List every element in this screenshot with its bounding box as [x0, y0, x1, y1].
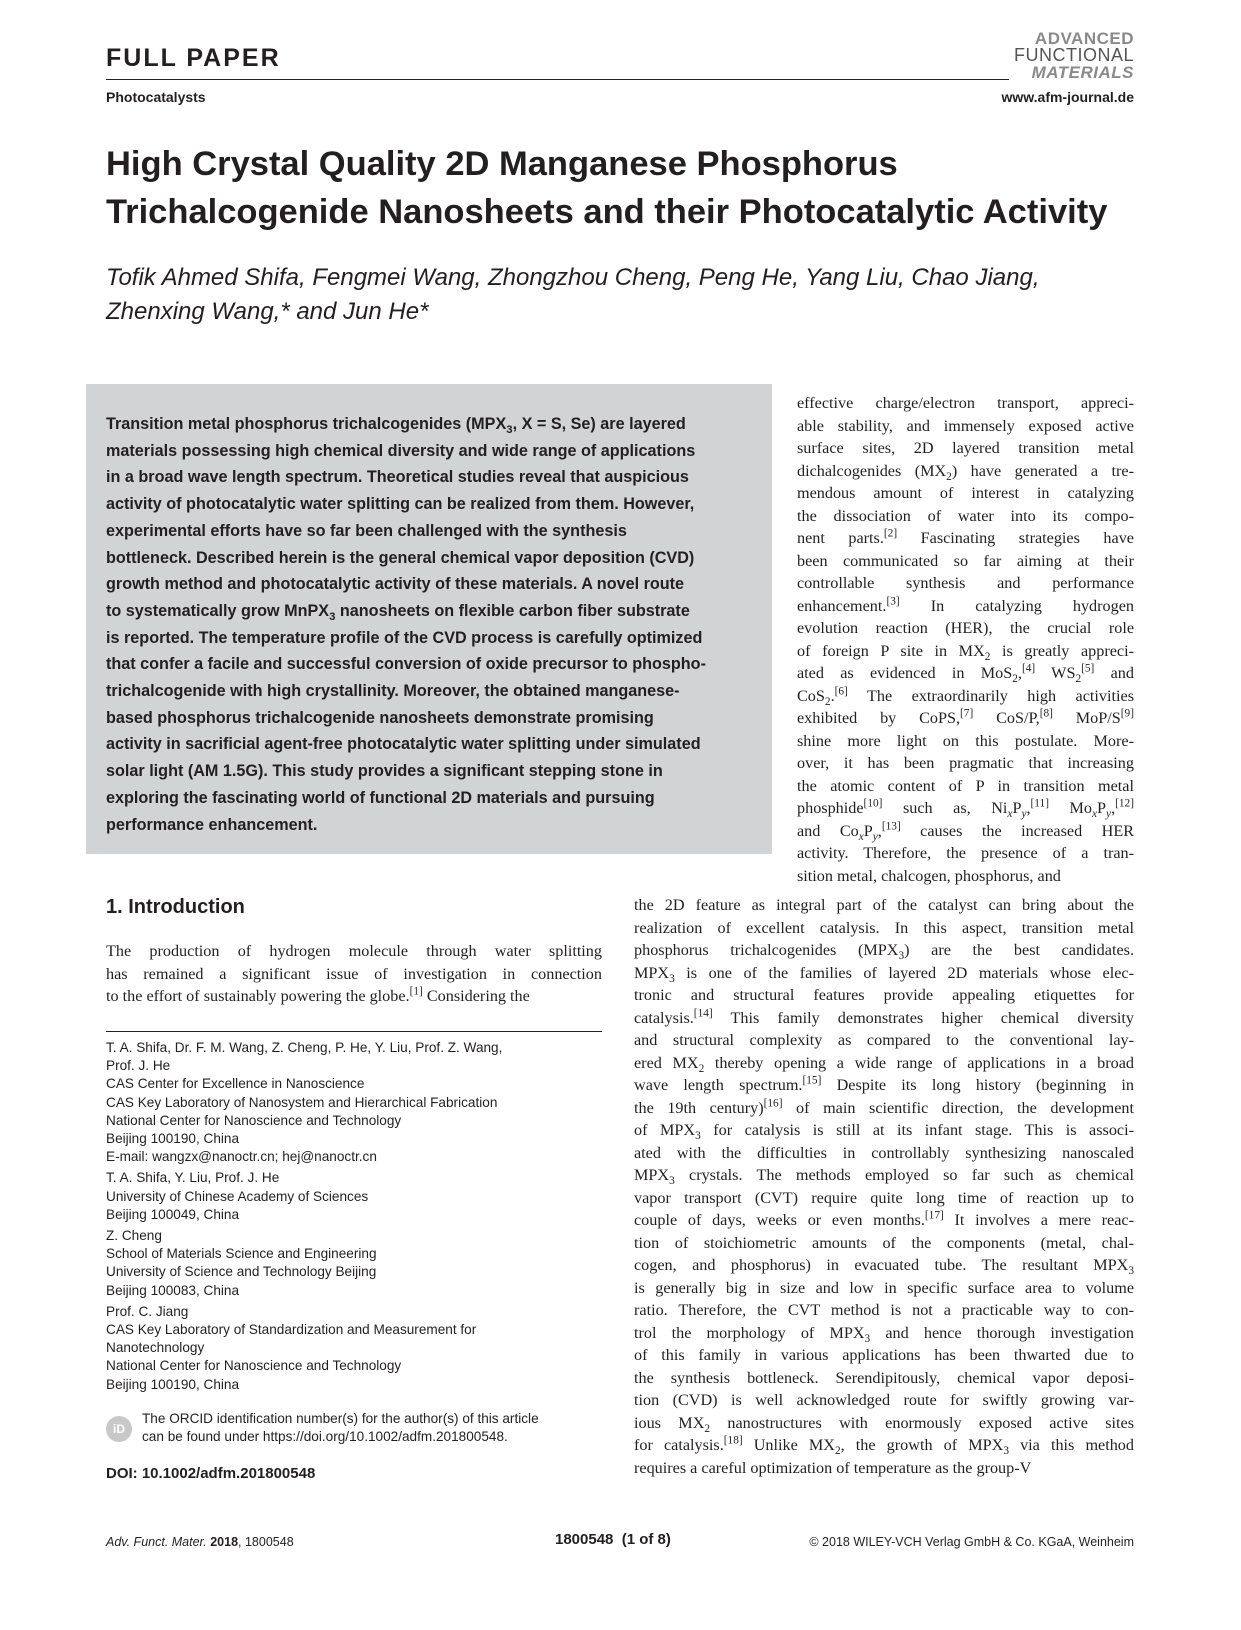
text-line: ated with the difficulties in controllably synthesizing nanoscaled [634, 1143, 1134, 1162]
text-line: of this family in various applications has been thwarted due to [634, 1346, 1134, 1364]
text-line: ered $MX_2$ thereby opening a wide range of applications in a broad [634, 1053, 1135, 1075]
text-line: phosphide[10] such as, $Ni_xP_y,[11]$ $Mo_xP_y,[12]$ [797, 797, 1134, 821]
text-line: phosphorus trichalcogenides $(MPX_3)$ are the best candidates. [634, 941, 1134, 963]
body-text-introduction [106, 940, 602, 1008]
footer-article-number: , 1800548 [238, 1535, 294, 1549]
journal-logo-line-1: ADVANCED [1034, 29, 1134, 48]
orcid-line: The ORCID identification number(s) for the author(s) of this article [142, 1411, 539, 1426]
text-line: $MPX_3$ is one of the families of layered 2D materials whose elec- [634, 963, 1134, 985]
body-text-right-lower [634, 894, 1134, 1479]
abstract-line: Transition metal phosphorus trichalcogenides ($MPX_3$, X = S, Se) are layered [106, 415, 686, 437]
orcid-icon[interactable]: iD [106, 1416, 132, 1442]
text-line: is generally big in size and low in specific surface area to volume [634, 1278, 1134, 1297]
text-line: $MPX_3$ crystals. The methods employed so far such as chemical [634, 1166, 1134, 1188]
affiliation-line: CAS Center for Excellence in Nanoscience [106, 1076, 365, 1092]
abstract-line: in a broad wave length spectrum. Theoretical studies reveal that auspicious [106, 468, 689, 487]
text-line: effective charge/electron transport, appreci- [797, 394, 1134, 412]
affiliation-line: T. A. Shifa, Dr. F. M. Wang, Z. Cheng, P. He, Y. Liu, Prof. Z. Wang, [106, 1040, 503, 1055]
abstract-line: activity in sacrificial agent-free photocatalytic water splitting under simulated [106, 735, 701, 754]
journal-url-link[interactable]: www.afm-journal.de [1001, 89, 1134, 105]
journal-logo-line-2: FUNCTIONAL [1013, 45, 1134, 65]
text-line: evolution reaction (HER), the crucial role [797, 619, 1134, 637]
text-line: ated as evidenced in MoS$_2$,[4] $WS_2[5]$ and [797, 662, 1134, 686]
text-line: controllable synthesis and performance [797, 574, 1134, 592]
text-line: vapor transport (CVT) require quite long time of reaction up to [634, 1188, 1134, 1207]
text-line: CoS$_2$.[6] The extraordinarily high activities [797, 685, 1134, 708]
text-line: activity. Therefore, the presence of a tran- [797, 844, 1134, 862]
abstract-line: growth method and photocatalytic activity of these materials. A novel route [106, 575, 685, 594]
text-line: the 2D feature as integral part of the catalyst can bring about the [634, 896, 1134, 914]
text-line: and $Co_xP_y,[13]$ causes the increased HER [797, 820, 1135, 843]
abstract-line: performance enhancement. [106, 815, 318, 834]
footer-copyright: © 2018 WILEY-VCH Verlag GmbH & Co. KGaA, Weinheim [809, 1535, 1134, 1549]
text-line: nent parts.[2] Fascinating strategies have [797, 527, 1134, 547]
author-list [106, 261, 1166, 329]
affiliation-line: Beijing 100190, China [106, 1376, 240, 1392]
affiliation-line: Prof. J. He [106, 1058, 171, 1074]
text-line: sition metal, chalcogen, phosphorus, and [797, 866, 1061, 885]
journal-logo[interactable] [1010, 30, 1134, 81]
text-line: tronic and structural features provide appealing etiquettes for [634, 986, 1134, 1004]
title-line: High Crystal Quality 2D Manganese Phosphorus [106, 145, 898, 183]
orcid-note [142, 1410, 612, 1446]
orcid-line: can be found under https://doi.org/10.1002/adfm.201800548. [142, 1429, 508, 1445]
abstract-line: is reported. The temperature profile of the CVD process is carefully optimized [106, 628, 703, 647]
footer-journal-abbrev: Adv. Funct. Mater. [106, 1535, 207, 1549]
text-line: for catalysis.[18] Unlike $MX_2$, the growth of $MPX_3$ via this method [634, 1434, 1134, 1458]
affiliation-line: University of Chinese Academy of Sciences [106, 1188, 369, 1204]
text-line: been communicated so far aiming at their [797, 551, 1134, 570]
affiliation-line: Beijing 100049, China [106, 1206, 240, 1222]
text-line: cogen, and phosphorus) in evacuated tube. The resultant $MPX_3$ [634, 1256, 1134, 1278]
section-heading-introduction: 1. Introduction [106, 896, 245, 918]
doi-label[interactable]: DOI: 10.1002/adfm.201800548 [106, 1465, 316, 1482]
text-line: mendous amount of interest in catalyzing [797, 484, 1134, 502]
abstract-line: that confer a facile and successful conversion of oxide precursor to phospho- [106, 655, 706, 674]
abstract-line: trichalcogenide with high crystallinity. Moreover, the obtained manganese- [106, 682, 680, 701]
text-line: of $MPX_3$ for catalysis is still at its infant stage. This is associ- [634, 1121, 1134, 1143]
affiliation-line: CAS Key Laboratory of Nanosystem and Hierarchical Fabrication [106, 1094, 498, 1110]
affiliation-line: E-mail: wangzx@nanoctr.cn; hej@nanoctr.cn [106, 1149, 377, 1165]
author-affiliations [106, 1039, 606, 1394]
text-line: The production of hydrogen molecule through water splitting [106, 942, 602, 960]
text-line: enhancement.[3] In catalyzing hydrogen [797, 595, 1134, 615]
text-line: the synthesis bottleneck. Serendipitously, chemical vapor deposi- [634, 1368, 1134, 1387]
abstract-line: bottleneck. Described herein is the general chemical vapor deposition (CVD) [106, 548, 695, 567]
paper-type-label: FULL PAPER [106, 44, 281, 72]
abstract-line: experimental efforts have so far been challenged with the synthesis [106, 521, 627, 540]
text-line: trol the morphology of $MPX_3$ and hence thorough investigation [634, 1323, 1134, 1345]
text-line: over, it has been pragmatic that increasing [797, 754, 1134, 772]
abstract-line: based phosphorus trichalcogenide nanosheets demonstrate promising [106, 708, 654, 727]
abstract-line: to systematically grow MnPX$_3$ nanosheets on flexible carbon fiber substrate [106, 601, 690, 624]
text-line: dichalcogenides $(MX_2)$ have generated a tre- [797, 461, 1134, 483]
text-line: exhibited by CoPS,[7] CoS/P,[8] MoP/S[9] [797, 707, 1134, 727]
affiliation-line: T. A. Shifa, Y. Liu, Prof. J. He [106, 1170, 280, 1186]
affiliation-divider [106, 1031, 602, 1032]
article-title [106, 140, 1166, 236]
text-line: ious $MX_2$ nanostructures with enormously exposed active sites [634, 1413, 1134, 1435]
abstract-line: exploring the fascinating world of functional 2D materials and pursuing [106, 788, 655, 807]
title-line: Trichalcogenide Nanosheets and their Photocatalytic Activity [106, 193, 1108, 231]
text-line: ratio. Therefore, the CVT method is not a practicable way to con- [634, 1301, 1134, 1319]
text-line: couple of days, weeks or even months.[17] It involves a mere reac- [634, 1209, 1135, 1229]
affiliation-line: School of Materials Science and Engineering [106, 1246, 377, 1262]
affiliation-line: National Center for Nanoscience and Technology [106, 1358, 402, 1374]
footer-page-info: 1800548 (1 of 8) [555, 1531, 671, 1548]
abstract-line: solar light (AM 1.5G). This study provides a significant stepping stone in [106, 762, 663, 781]
footer-year: 2018 [210, 1535, 239, 1549]
abstract-line: materials possessing high chemical diversity and wide range of applications [106, 441, 696, 460]
affiliation-line: Nanotechnology [106, 1340, 205, 1356]
text-line: and structural complexity as compared to the conventional lay- [634, 1031, 1134, 1049]
footer-citation [106, 1535, 294, 1549]
text-line: wave length spectrum.[15] Despite its long history (beginning in [634, 1074, 1134, 1094]
text-line: the atomic content of P in transition metal [797, 776, 1134, 795]
text-line: the 19th century)[16] of main scientific direction, the development [634, 1097, 1134, 1117]
text-line: realization of excellent catalysis. In this aspect, transition metal [634, 918, 1134, 937]
text-line: requires a careful optimization of temperature as the group-V [634, 1458, 1032, 1477]
text-line: to the effort of sustainably powering the globe.[1] Considering the [106, 985, 530, 1005]
header-divider [106, 79, 1009, 80]
abstract-line: activity of photocatalytic water splitting can be realized from them. However, [106, 495, 695, 514]
author-line: Tofik Ahmed Shifa, Fengmei Wang, Zhongzhou Cheng, Peng He, Yang Liu, Chao Jiang, [106, 264, 1040, 291]
text-line: of foreign P site in $MX_2$ is greatly appreci- [797, 641, 1134, 663]
text-line: surface sites, 2D layered transition metal [797, 439, 1134, 457]
affiliation-line: CAS Key Laboratory of Standardization and Measurement for [106, 1322, 477, 1338]
text-line: tion (CVD) is well acknowledged route for swiftly growing var- [634, 1391, 1134, 1409]
affiliation-line: Z. Cheng [106, 1228, 162, 1244]
text-line: the dissociation of water into its compo- [797, 506, 1134, 525]
body-text-right-upper [797, 392, 1134, 887]
journal-logo-line-3: MATERIALS [1031, 63, 1134, 82]
affiliation-line: National Center for Nanoscience and Technology [106, 1112, 402, 1128]
affiliation-line: Beijing 100190, China [106, 1131, 240, 1147]
affiliation-line: Prof. C. Jiang [106, 1303, 189, 1319]
text-line: tion of stoichiometric amounts of the components (metal, chal- [634, 1233, 1134, 1252]
text-line: shine more light on this postulate. More- [797, 731, 1134, 750]
author-line: Zhenxing Wang,* and Jun He* [106, 298, 429, 325]
abstract-text [106, 411, 762, 838]
text-line: able stability, and immensely exposed active [797, 416, 1134, 435]
text-line: catalysis.[14] This family demonstrates higher chemical diversity [634, 1007, 1134, 1027]
text-line: has remained a significant issue of investigation in connection [106, 964, 602, 983]
affiliation-line: Beijing 100083, China [106, 1282, 240, 1298]
affiliation-line: University of Science and Technology Beijing [106, 1264, 377, 1280]
section-label: Photocatalysts [106, 89, 206, 105]
